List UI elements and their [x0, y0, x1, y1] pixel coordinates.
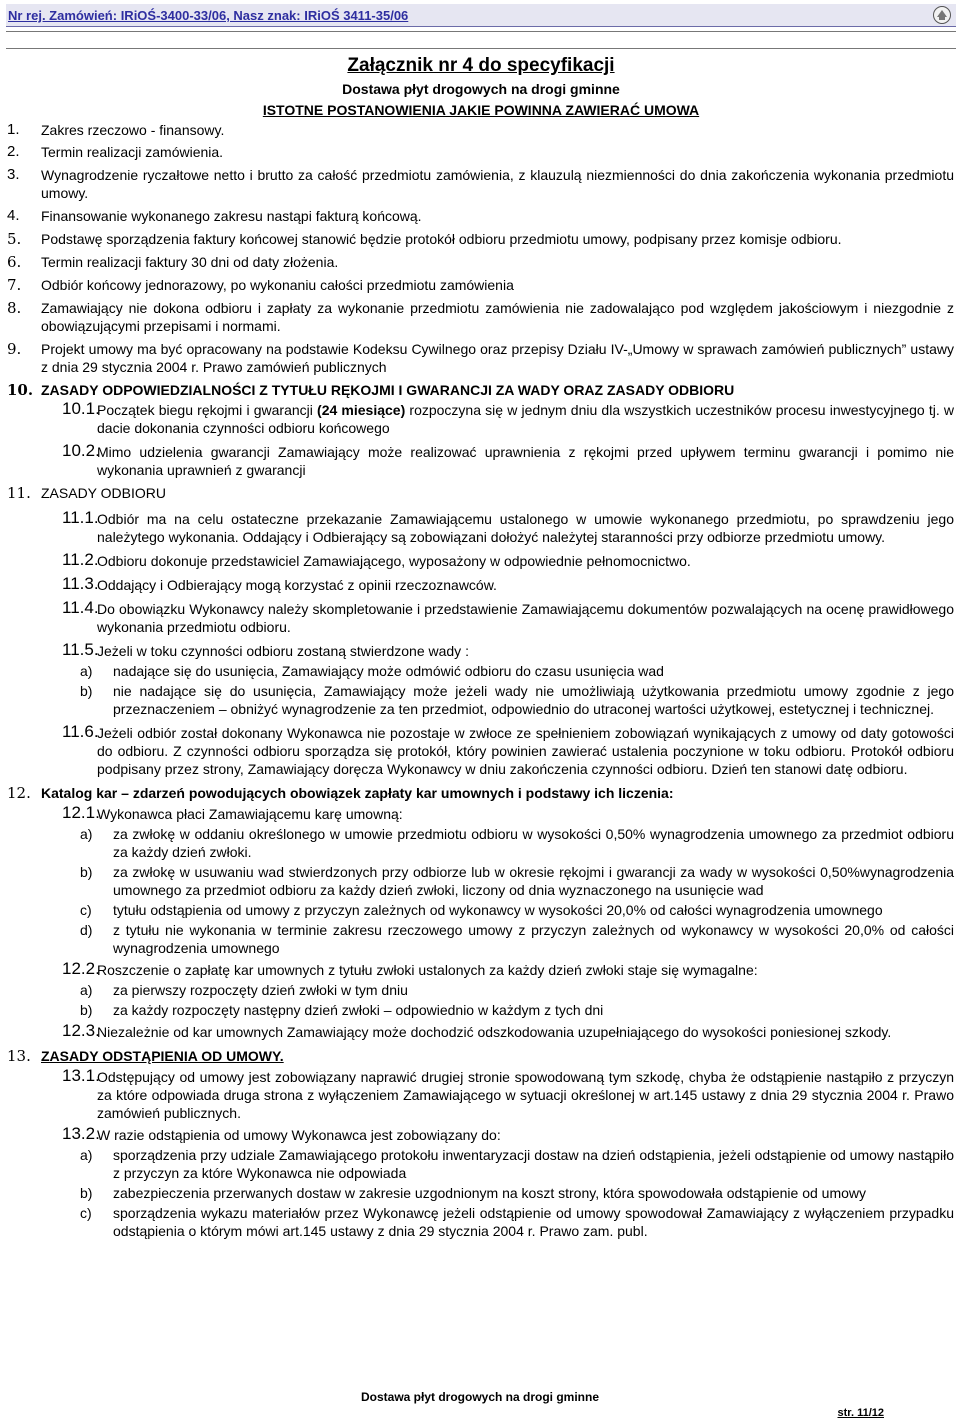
subsection-13-1: 13.1. Odstępujący od umowy jest zobowiązany naprawić drugiej stronie spowodowaną tym szkodę, chyba że odstąpienie nastąpiło z przyczyn za które odpowiada druga strona z wyłączeniem Zamawiającego w sytuacji określonej w art.145 ustawy z dnia 29 stycznia 2004 r. Prawo zamówień publicznych.: [62, 1066, 954, 1121]
list-item-letter: a) nadające się do usunięcia, Zamawiający może odmówić odbioru do czasu usunięcia wad: [80, 663, 664, 679]
subsection-12-3: 12.3. Niezależnie od kar umownych Zamawiający może dochodzić odszkodowania uzupełniającego do wysokości poniesionej szkody.: [62, 1021, 892, 1040]
subsection-12-2: 12.2. Roszczenie o zapłatę kar umownych z tytułu zwłoki ustalonych za każdy dzień zwłoki staje się wymagalne:: [62, 959, 758, 978]
list-item-letter: b) za zwłokę w usuwaniu wad stwierdzonych przy odbiorze lub w okresie rękojmi i gwarancji za wady w wysokości 0,50%wynagrodzenia umownego za przedmiot odbioru za każdy dzień zwłoki, liczony od dnia wyznaczonego na usunięcie wad: [80, 864, 954, 898]
list-item: 7. Odbiór końcowy jednorazowy, po wykonaniu całości przedmiotu zamówienia: [7, 276, 514, 294]
document-body: [0, 121, 960, 1240]
subsection-10-2: 10.2. Mimo udzielenia gwarancji Zamawiający może realizować uprawnienia z rękojmi przed upływem terminu gwarancji i pomimo nie wykonania uprawnień z gwarancji: [62, 441, 954, 478]
list-item: 9. Projekt umowy ma być opracowany na podstawie Kodeksu Cywilnego oraz przepisy Działu IV-„Umowy w sprawach zamówień publicznych” ustawy z dnia 29 stycznia 2004 r. Prawo zamówień publicznych: [7, 340, 954, 375]
attachment-title: Załącznik nr 4 do specyfikacji: [347, 55, 615, 76]
list-item-letter: c) tytułu odstąpienia od umowy z przyczyn zależnych od wykonawcy w wysokości 20,0% od całości wynagrodzenia umownego: [80, 902, 883, 918]
subsection-12-1: 12.1. Wykonawca płaci Zamawiającemu karę umowną:: [62, 803, 403, 822]
list-item-letter: a) za pierwszy rozpoczęty dzień zwłoki w tym dniu: [80, 982, 408, 998]
subsection-10-1: 10.1. Początek biegu rękojmi i gwarancji (24 miesiące) rozpoczyna się w jednym dniu dla wszystkich uczestników procesu inwestycyjnego tj. w dacie dokonania czynności odbioru końcowego: [62, 399, 954, 436]
subsection-11-5: 11.5. Jeżeli w toku czynności odbioru zostaną stwierdzone wady :: [62, 640, 469, 659]
section-heading-11: 11. ZASADY ODBIORU: [7, 484, 166, 502]
attachment-section-title: ISTOTNE POSTANOWIENIA JAKIE POWINNA ZAWIERAĆ UMOWA: [262, 102, 700, 118]
list-item-letter: a) sporządzenia przy udziale Zamawiającego protokołu inwentaryzacji dostaw na dzień odstąpienia, jeżeli odstąpienie od umowy nastąpiło z przyczyn za które Wykonawca nie odpowiada: [80, 1147, 954, 1181]
list-item: 5. Podstawę sporządzenia faktury końcowej stanowić będzie protokół odbioru przedmiotu umowy, podpisany przez komisje odbioru.: [7, 230, 842, 248]
section-heading-10: 10. ZASADY ODPOWIEDZIALNOŚCI Z TYTUŁU RĘKOJMI I GWARANCJI ZA WADY ORAZ ZASADY ODBIORU: [7, 381, 735, 399]
section-heading-12: 12. Katalog kar – zdarzeń powodujących obowiązek zapłaty kar umownych i podstawy ich liczenia:: [7, 784, 674, 802]
page-number: str. 11/12: [837, 1407, 884, 1419]
subsection-11-3: 11.3. Oddający i Odbierający mogą korzystać z opinii rzeczoznawców.: [62, 574, 497, 593]
list-item: 2. Termin realizacji zamówienia.: [7, 143, 224, 160]
footer-title: Dostawa płyt drogowych na drogi gminne: [360, 1390, 600, 1404]
attachment-subtitle: Dostawa płyt drogowych na drogi gminne: [342, 81, 620, 97]
list-item-letter: a) za zwłokę w oddaniu określonego w umowie przedmiotu odbioru w wysokości 0,50% wynagrodzenia umownego za przedmiot odbioru za każdy dzień zwłoki.: [80, 826, 954, 860]
list-item: 8. Zamawiający nie dokona odbioru i zapłaty za wykonanie przedmiotu zamówienia nie zadowalająco pod względem jakościowym i niezgodnie z obowiązującymi przepisami i normami.: [7, 299, 954, 334]
header-rule: [6, 31, 956, 32]
list-item-letter: b) nie nadające się do usunięcia, Zamawiający może jeżeli wady nie umożliwiają użytkowania przedmiotu umowy zgodnie z jego przeznaczeniem – obniżyć wynagrodzenie za ten przedmiot, odpowiednio do utraconej wartości użytkowej, estetycznej i technicznej.: [80, 683, 954, 717]
emblem-icon: [932, 5, 952, 25]
list-item-letter: d) z tytułu nie wykonania w terminie zakresu rzeczowego umowy z przyczyn zależnych od wykonawcy w wysokości 20,0% od całości wynagrodzenia umownego: [80, 922, 954, 956]
subsection-11-2: 11.2. Odbioru dokonuje przedstawiciel Zamawiającego, wyposażony w odpowiednie pełnomocnictwo.: [62, 550, 691, 569]
subsection-11-1: 11.1. Odbiór ma na celu ostateczne przekazanie Zamawiającemu ustalonego w umowie wykonanego przedmiotu, po sprawdzeniu jego należytego wykonania. Oddający i Odbierający są zobowiązani dołożyć należytej staranności przy odbiorze przedmiotu umowy.: [62, 508, 954, 545]
list-item: 4. Finansowanie wykonanego zakresu nastąpi fakturą końcową.: [7, 207, 422, 224]
list-item-letter: b) zabezpieczenia przerwanych dostaw w zakresie uzgodnionym na koszt strony, która spowodowała odstąpienie od umowy: [80, 1185, 867, 1201]
header-rule-2: [6, 48, 956, 49]
list-item-letter: b) za każdy rozpoczęty następny dzień zwłoki – odpowiednio w każdym z tych dni: [80, 1002, 604, 1018]
subsection-11-4: 11.4. Do obowiązku Wykonawcy należy skompletowanie i przedstawienie Zamawiającemu dokumentów pozwalających na ocenę prawidłowego wykonania przedmiotu odbioru.: [62, 598, 954, 635]
list-item: 3. Wynagrodzenie ryczałtowe netto i brutto za całość przedmiotu zamówienia, z klauzulą niezmienności do dnia zakończenia wykonania przedmiotu umowy.: [7, 166, 954, 201]
subsection-13-2: 13.2. W razie odstąpienia od umowy Wykonawca jest zobowiązany do:: [62, 1124, 501, 1143]
header-reference: Nr rej. Zamówień: IRiOŚ-3400-33/06, Nasz znak: IRiOŚ 3411-35/06: [8, 8, 409, 23]
list-item-letter: c) sporządzenia wykazu materiałów przez Wykonawcę jeżeli odstąpienie od umowy spowodował Zamawiający z wyłączeniem przypadku odstąpienia o którym mówi art.145 ustawy z dnia 29 stycznia 2004 r. Prawo zam. publ.: [80, 1205, 954, 1239]
page-header-bar: [6, 4, 956, 27]
list-item: 1. Zakres rzeczowo - finansowy.: [7, 121, 225, 138]
section-heading-13: 13. ZASADY ODSTĄPIENIA OD UMOWY.: [7, 1047, 284, 1065]
subsection-11-6: 11.6. Jeżeli odbiór został dokonany Wykonawca nie pozostaje w zwłoce ze spełnieniem zobowiązań wynikających z umowy od daty gotowości do odbioru. Z czynności odbioru sporządza się protokół, który powinien zawierać ustalenia poczynione w toku odbioru. Protokół odbioru podpisany przez strony, Zamawiający doręcza Wykonawcy w dniu zakończenia czynności odbioru. Dzień ten stanowi datę odbioru.: [62, 722, 954, 777]
list-item: 6. Termin realizacji faktury 30 dni od daty złożenia.: [7, 253, 339, 271]
